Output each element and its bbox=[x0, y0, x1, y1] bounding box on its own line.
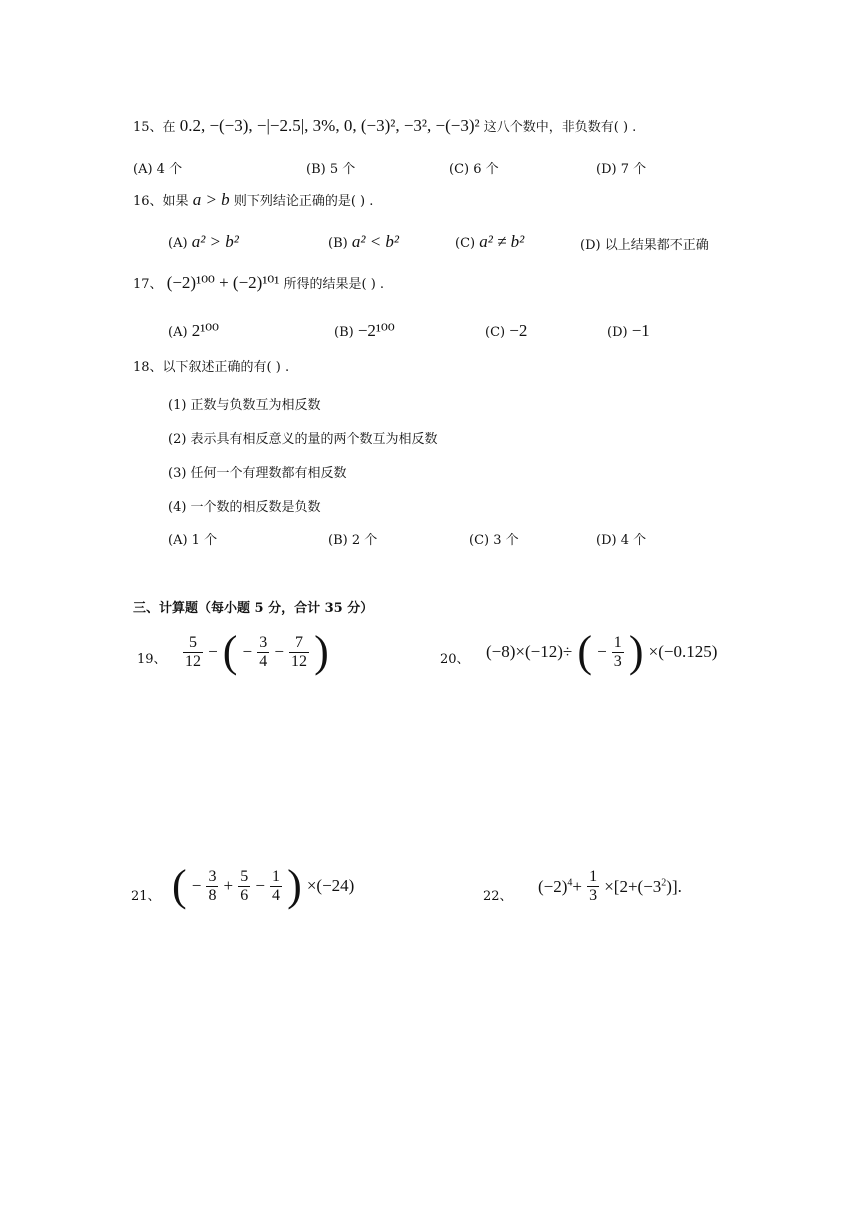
q17-option-a: (A) 2¹⁰⁰ bbox=[168, 321, 219, 340]
q16-option-d: (D) 以上结果都不正确 bbox=[580, 238, 709, 253]
question-15 bbox=[133, 116, 636, 138]
q18-option-a: (A) 1 个 bbox=[168, 533, 218, 548]
q17-option-c-expr: −2 bbox=[509, 321, 528, 340]
q18-option-d: (D) 4 个 bbox=[596, 533, 647, 548]
question-16-expression: a > b bbox=[192, 190, 230, 209]
question-17-text: 所得的结果是( ) . bbox=[283, 277, 385, 292]
question-17-expression: (−2)¹⁰⁰ + (−2)¹⁰¹ bbox=[166, 273, 280, 292]
question-16-number: 16、如果 bbox=[133, 194, 189, 209]
fraction: $\frac{1}{3}$ bbox=[589, 868, 598, 904]
question-15-expression: 0.2, −(−3), −|−2.5|, 3%, 0, (−3)², −3², −(−3)² bbox=[179, 116, 480, 135]
q16-option-a: (A) a² > b² bbox=[168, 232, 239, 251]
fraction: $\frac{5}{12}$ bbox=[185, 633, 201, 670]
fraction: $\frac{5}{6}$ bbox=[240, 867, 249, 904]
fraction: $\frac{1}{4}$ bbox=[272, 867, 280, 904]
q18-statement-1: (1) 正数与负数互为相反数 bbox=[168, 398, 321, 413]
question-19-expression: $\frac{5}{12}$ − ( − $\frac{3}{4}$ − $\frac{7}{12}$ ) bbox=[185, 627, 329, 676]
question-21-number: 21、 bbox=[131, 889, 161, 904]
q15-option-a: (A) 4 个 bbox=[133, 162, 183, 177]
fraction: $\frac{1}{3}$ bbox=[613, 633, 622, 670]
q17-option-d: (D) −1 bbox=[607, 321, 650, 340]
q15-option-b: (B) 5 个 bbox=[306, 162, 356, 177]
question-20-expression: (−8)×(−12)÷ ( − $\frac{1}{3}$ ) ×(−0.125) bbox=[486, 627, 718, 676]
question-22-expression: $(-2)^4+$ $\frac{1}{3}$ $\times[2+(-3^2)]$. bbox=[538, 868, 682, 904]
question-16 bbox=[133, 190, 373, 212]
q15-option-d: (D) 7 个 bbox=[596, 162, 647, 177]
q16-option-c-expr: a² ≠ b² bbox=[479, 232, 525, 251]
q16-option-c: (C) a² ≠ b² bbox=[455, 232, 525, 251]
question-15-number: 15、在 bbox=[133, 120, 176, 135]
question-19-number: 19、 bbox=[137, 652, 167, 667]
q17-option-d-expr: −1 bbox=[631, 321, 650, 340]
q17-option-c: (C) −2 bbox=[485, 321, 528, 340]
question-18-stem: 18、以下叙述正确的有( ) . bbox=[133, 360, 290, 375]
fraction: $\frac{3}{4}$ bbox=[259, 633, 268, 670]
question-17 bbox=[133, 273, 384, 295]
question-22-number: 22、 bbox=[483, 889, 513, 904]
q18-statement-2: (2) 表示具有相反意义的量的两个数互为相反数 bbox=[168, 432, 438, 447]
q17-option-a-expr: 2¹⁰⁰ bbox=[191, 321, 219, 340]
question-17-number: 17、 bbox=[133, 277, 163, 292]
q15-option-c: (C) 6 个 bbox=[449, 162, 499, 177]
fraction: $\frac{7}{12}$ bbox=[291, 633, 307, 670]
q16-option-a-expr: a² > b² bbox=[191, 232, 239, 251]
q17-option-b: (B) −2¹⁰⁰ bbox=[334, 321, 395, 340]
question-20-number: 20、 bbox=[440, 652, 470, 667]
q16-option-b: (B) a² < b² bbox=[328, 232, 400, 251]
q18-statement-3: (3) 任何一个有理数都有相反数 bbox=[168, 466, 347, 481]
question-15-text: 这八个数中，非负数有( ) . bbox=[483, 120, 637, 135]
q17-option-b-expr: −2¹⁰⁰ bbox=[357, 321, 395, 340]
section-3-heading: 三、计算题（每小题 5 分，合计 35 分） bbox=[133, 601, 374, 616]
q18-statement-4: (4) 一个数的相反数是负数 bbox=[168, 500, 321, 515]
question-16-text: 则下列结论正确的是( ) . bbox=[233, 194, 374, 209]
q18-option-c: (C) 3 个 bbox=[469, 533, 519, 548]
q18-option-b: (B) 2 个 bbox=[328, 533, 378, 548]
fraction: $\frac{3}{8}$ bbox=[208, 867, 217, 904]
q16-option-b-expr: a² < b² bbox=[351, 232, 400, 251]
question-21-expression: ( − $\frac{3}{8}$ + $\frac{5}{6}$ − $\frac{1}{4}$ ) ×(−24) bbox=[172, 861, 355, 910]
